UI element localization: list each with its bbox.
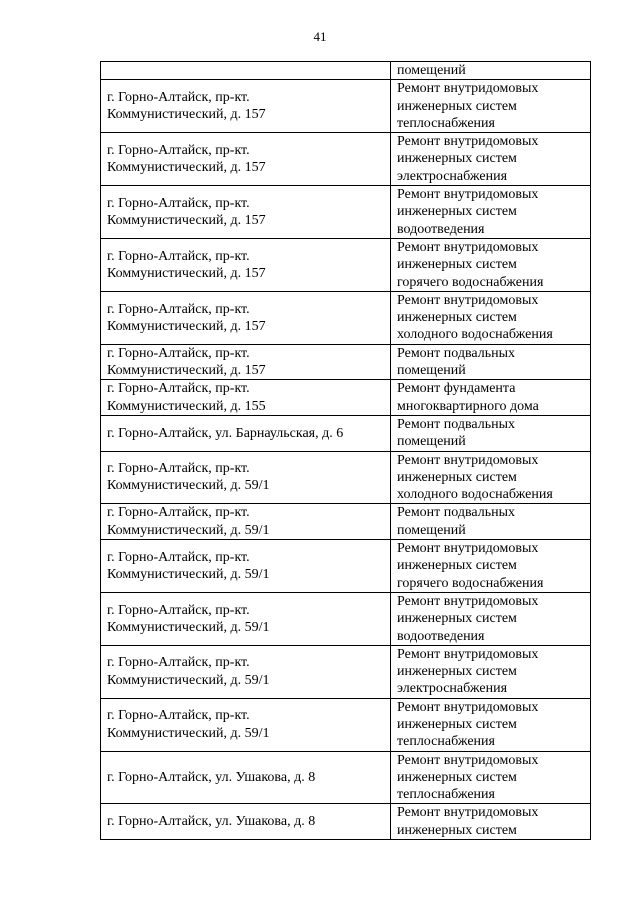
work-type-cell: Ремонт фундамента многоквартирного дома bbox=[391, 380, 591, 416]
table-row bbox=[101, 238, 591, 291]
work-type-cell: Ремонт внутридомовых инженерных систем водоотведения bbox=[391, 186, 591, 239]
table-row bbox=[101, 645, 591, 698]
address-cell: г. Горно-Алтайск, пр-кт. Коммунистический, д. 59/1 bbox=[101, 698, 391, 751]
table-row bbox=[101, 698, 591, 751]
work-type-cell: Ремонт подвальных помещений bbox=[391, 415, 591, 451]
table-row bbox=[101, 62, 591, 80]
work-type-cell: Ремонт внутридомовых инженерных систем электроснабжения bbox=[391, 133, 591, 186]
work-type-cell: Ремонт внутридомовых инженерных систем горячего водоснабжения bbox=[391, 540, 591, 593]
table-row bbox=[101, 291, 591, 344]
work-type-cell: Ремонт внутридомовых инженерных систем холодного водоснабжения bbox=[391, 291, 591, 344]
address-cell: г. Горно-Алтайск, пр-кт. Коммунистический, д. 157 bbox=[101, 238, 391, 291]
work-type-cell: Ремонт внутридомовых инженерных систем теплоснабжения bbox=[391, 698, 591, 751]
work-type-cell: Ремонт внутридомовых инженерных систем холодного водоснабжения bbox=[391, 451, 591, 504]
repair-table bbox=[100, 61, 591, 840]
work-type-cell: Ремонт подвальных помещений bbox=[391, 504, 591, 540]
work-type-cell: Ремонт внутридомовых инженерных систем электроснабжения bbox=[391, 645, 591, 698]
address-cell: г. Горно-Алтайск, ул. Ушакова, д. 8 bbox=[101, 804, 391, 840]
work-type-cell: Ремонт внутридомовых инженерных систем bbox=[391, 804, 591, 840]
table-row bbox=[101, 540, 591, 593]
page-number: 41 bbox=[313, 29, 327, 44]
address-cell bbox=[101, 62, 391, 80]
table-row bbox=[101, 380, 591, 416]
work-type-cell: Ремонт внутридомовых инженерных систем теплоснабжения bbox=[391, 80, 591, 133]
address-cell: г. Горно-Алтайск, пр-кт. Коммунистический, д. 59/1 bbox=[101, 645, 391, 698]
table-row bbox=[101, 344, 591, 380]
address-cell: г. Горно-Алтайск, пр-кт. Коммунистический, д. 59/1 bbox=[101, 592, 391, 645]
table-row bbox=[101, 186, 591, 239]
address-cell: г. Горно-Алтайск, пр-кт. Коммунистический, д. 59/1 bbox=[101, 540, 391, 593]
work-type-cell: Ремонт подвальных помещений bbox=[391, 344, 591, 380]
address-cell: г. Горно-Алтайск, ул. Ушакова, д. 8 bbox=[101, 751, 391, 804]
table-row bbox=[101, 804, 591, 840]
address-cell: г. Горно-Алтайск, пр-кт. Коммунистический, д. 157 bbox=[101, 291, 391, 344]
table-row bbox=[101, 80, 591, 133]
work-type-cell: Ремонт внутридомовых инженерных систем водоотведения bbox=[391, 592, 591, 645]
table-body bbox=[101, 62, 591, 840]
address-cell: г. Горно-Алтайск, пр-кт. Коммунистический, д. 157 bbox=[101, 133, 391, 186]
table-row bbox=[101, 592, 591, 645]
work-type-cell: помещений bbox=[391, 62, 591, 80]
table-row bbox=[101, 451, 591, 504]
table-row bbox=[101, 133, 591, 186]
address-cell: г. Горно-Алтайск, пр-кт. Коммунистический, д. 59/1 bbox=[101, 451, 391, 504]
address-cell: г. Горно-Алтайск, ул. Барнаульская, д. 6 bbox=[101, 415, 391, 451]
address-cell: г. Горно-Алтайск, пр-кт. Коммунистический, д. 157 bbox=[101, 80, 391, 133]
table-row bbox=[101, 751, 591, 804]
work-type-cell: Ремонт внутридомовых инженерных систем горячего водоснабжения bbox=[391, 238, 591, 291]
address-cell: г. Горно-Алтайск, пр-кт. Коммунистический, д. 157 bbox=[101, 344, 391, 380]
work-type-cell: Ремонт внутридомовых инженерных систем теплоснабжения bbox=[391, 751, 591, 804]
table-row bbox=[101, 415, 591, 451]
address-cell: г. Горно-Алтайск, пр-кт. Коммунистический, д. 59/1 bbox=[101, 504, 391, 540]
address-cell: г. Горно-Алтайск, пр-кт. Коммунистический, д. 155 bbox=[101, 380, 391, 416]
table-row bbox=[101, 504, 591, 540]
address-cell: г. Горно-Алтайск, пр-кт. Коммунистический, д. 157 bbox=[101, 186, 391, 239]
